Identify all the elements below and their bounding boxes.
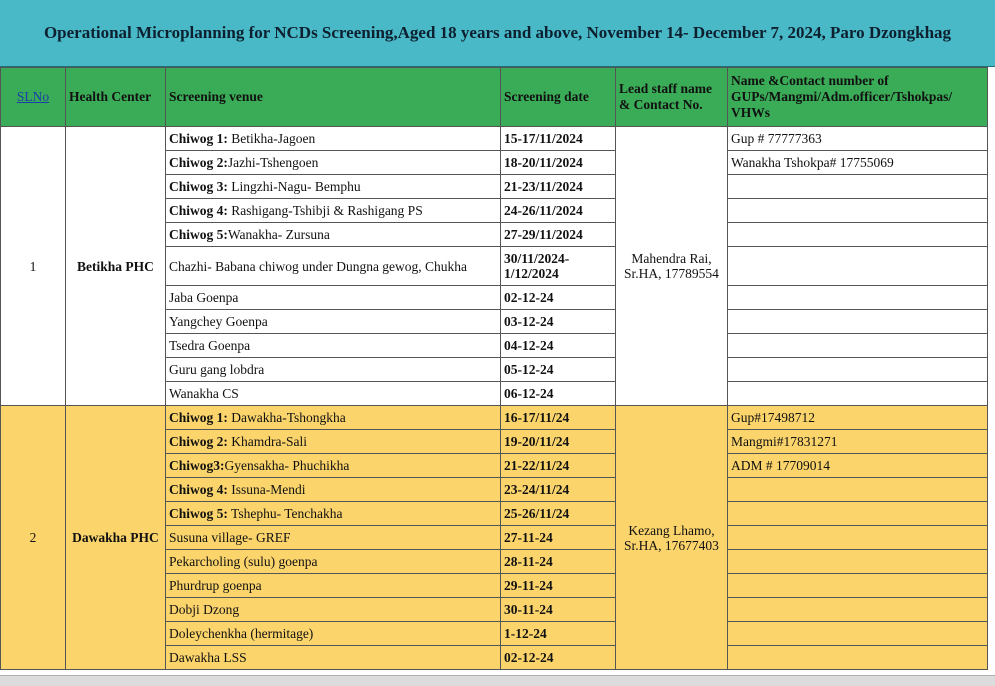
date-cell[interactable]: 21-22/11/24 <box>501 454 616 478</box>
venue-cell[interactable] <box>166 454 501 478</box>
horizontal-scrollbar[interactable] <box>0 675 995 686</box>
lead-staff-cell[interactable]: Kezang Lhamo, Sr.HA, 17677403 <box>616 406 728 670</box>
venue-cell[interactable] <box>166 127 501 151</box>
venue-cell[interactable] <box>166 598 501 622</box>
contact-cell[interactable] <box>728 574 988 598</box>
date-cell[interactable]: 1-12-24 <box>501 622 616 646</box>
date-cell[interactable]: 23-24/11/24 <box>501 478 616 502</box>
venue-text: Khamdra-Sali <box>227 434 307 449</box>
venue-text: Betikha-Jagoen <box>227 131 316 146</box>
contact-cell[interactable]: Wanakha Tshokpa# 17755069 <box>728 151 988 175</box>
date-cell[interactable]: 30/11/2024- 1/12/2024 <box>501 247 616 286</box>
contact-cell[interactable]: ADM # 17709014 <box>728 454 988 478</box>
contact-cell[interactable] <box>728 646 988 670</box>
chiwog-prefix: Chiwog 5: <box>169 506 228 521</box>
header-slno-cell[interactable] <box>1 68 66 127</box>
venue-text: Dawakha-Tshongkha <box>227 410 346 425</box>
venue-text: Lingzhi-Nagu- Bemphu <box>227 179 361 194</box>
date-cell[interactable]: 19-20/11/24 <box>501 430 616 454</box>
date-cell[interactable]: 27-11-24 <box>501 526 616 550</box>
sl-no-cell[interactable]: 1 <box>1 127 66 406</box>
venue-text: Rashigang-Tshibji & Rashigang PS <box>227 203 423 218</box>
venue-cell[interactable] <box>166 247 501 286</box>
date-cell[interactable]: 28-11-24 <box>501 550 616 574</box>
venue-text: Gyensakha- Phuchikha <box>224 458 350 473</box>
contact-cell[interactable] <box>728 286 988 310</box>
chiwog-prefix: Chiwog 2: <box>169 434 228 449</box>
date-cell[interactable]: 25-26/11/24 <box>501 502 616 526</box>
microplan-table <box>0 67 988 670</box>
date-cell[interactable]: 29-11-24 <box>501 574 616 598</box>
date-cell[interactable]: 27-29/11/2024 <box>501 223 616 247</box>
venue-cell[interactable] <box>166 151 501 175</box>
header-lead[interactable]: Lead staff name & Contact No. <box>616 68 728 127</box>
venue-text: Chazhi- Babana chiwog under Dungna gewog, Chukha <box>169 258 468 274</box>
venue-text: Guru gang lobdra <box>169 362 265 377</box>
header-venue[interactable]: Screening venue <box>166 68 501 127</box>
venue-cell[interactable] <box>166 286 501 310</box>
table-row <box>1 406 988 430</box>
venue-cell[interactable] <box>166 526 501 550</box>
venue-text: Doleychenkha (hermitage) <box>169 626 314 641</box>
date-cell[interactable]: 02-12-24 <box>501 286 616 310</box>
venue-cell[interactable] <box>166 334 501 358</box>
chiwog-prefix: Chiwog 3: <box>169 179 228 194</box>
date-cell[interactable]: 04-12-24 <box>501 334 616 358</box>
chiwog-prefix: Chiwog 1: <box>169 410 228 425</box>
venue-text: Wanakha CS <box>169 386 239 401</box>
contact-cell[interactable]: Mangmi#17831271 <box>728 430 988 454</box>
chiwog-prefix: Chiwog 5: <box>169 227 228 242</box>
venue-text: Yangchey Goenpa <box>169 314 268 329</box>
header-contact[interactable]: Name &Contact number of GUPs/Mangmi/Adm.officer/Tshokpas/ VHWs <box>728 68 988 127</box>
header-health-center[interactable]: Health Center <box>66 68 166 127</box>
contact-cell[interactable]: Gup # 77777363 <box>728 127 988 151</box>
venue-cell[interactable] <box>166 223 501 247</box>
chiwog-prefix: Chiwog 4: <box>169 203 228 218</box>
venue-text: Susuna village- GREF <box>169 530 291 545</box>
venue-text: Pekarcholing (sulu) goenpa <box>169 554 318 569</box>
date-cell[interactable]: 16-17/11/24 <box>501 406 616 430</box>
venue-cell[interactable] <box>166 430 501 454</box>
date-cell[interactable]: 02-12-24 <box>501 646 616 670</box>
venue-text: Jazhi-Tshengoen <box>227 155 319 170</box>
sheet-title: Operational Microplanning for NCDs Screening,Aged 18 years and above, November 14- December 7, 2024, Paro Dzongkhag <box>43 23 952 42</box>
venue-cell[interactable] <box>166 502 501 526</box>
contact-cell[interactable] <box>728 247 988 286</box>
contact-cell[interactable] <box>728 382 988 406</box>
venue-text: Tsedra Goenpa <box>169 338 251 353</box>
venue-cell[interactable] <box>166 478 501 502</box>
chiwog-prefix: Chiwog 1: <box>169 131 228 146</box>
contact-cell[interactable] <box>728 550 988 574</box>
chiwog-prefix: Chiwog 2: <box>169 155 228 170</box>
contact-cell[interactable] <box>728 310 988 334</box>
venue-cell[interactable] <box>166 550 501 574</box>
contact-cell[interactable] <box>728 526 988 550</box>
venue-cell[interactable] <box>166 646 501 670</box>
contact-cell[interactable]: Gup#17498712 <box>728 406 988 430</box>
contact-cell[interactable] <box>728 199 988 223</box>
health-center-cell[interactable]: Dawakha PHC <box>66 406 166 670</box>
lead-staff-cell[interactable]: Mahendra Rai, Sr.HA, 17789554 <box>616 127 728 406</box>
sheet-title-band <box>0 0 995 67</box>
contact-cell[interactable] <box>728 622 988 646</box>
header-slno[interactable]: SLNo <box>16 89 50 104</box>
venue-cell[interactable] <box>166 358 501 382</box>
header-date[interactable]: Screening date <box>501 68 616 127</box>
chiwog-prefix: Chiwog 4: <box>169 482 228 497</box>
venue-cell[interactable] <box>166 574 501 598</box>
contact-cell[interactable] <box>728 175 988 199</box>
date-cell[interactable]: 30-11-24 <box>501 598 616 622</box>
venue-text: Issuna-Mendi <box>227 482 306 497</box>
date-cell[interactable]: 24-26/11/2024 <box>501 199 616 223</box>
chiwog-prefix: Chiwog3: <box>169 458 225 473</box>
venue-cell[interactable] <box>166 175 501 199</box>
contact-cell[interactable] <box>728 358 988 382</box>
date-cell[interactable]: 21-23/11/2024 <box>501 175 616 199</box>
venue-cell[interactable] <box>166 382 501 406</box>
date-cell[interactable]: 06-12-24 <box>501 382 616 406</box>
date-cell[interactable]: 15-17/11/2024 <box>501 127 616 151</box>
venue-cell[interactable] <box>166 310 501 334</box>
venue-cell[interactable] <box>166 199 501 223</box>
date-cell[interactable]: 18-20/11/2024 <box>501 151 616 175</box>
venue-text: Phurdrup goenpa <box>169 578 262 593</box>
contact-cell[interactable] <box>728 334 988 358</box>
venue-text: Dawakha LSS <box>169 650 247 665</box>
date-cell[interactable]: 03-12-24 <box>501 310 616 334</box>
contact-cell[interactable] <box>728 223 988 247</box>
table-row <box>1 127 988 151</box>
venue-text: Wanakha- Zursuna <box>227 227 330 242</box>
contact-cell[interactable] <box>728 598 988 622</box>
venue-text: Dobji Dzong <box>169 602 240 617</box>
date-cell[interactable]: 05-12-24 <box>501 358 616 382</box>
header-row <box>1 68 988 127</box>
contact-cell[interactable] <box>728 502 988 526</box>
venue-text: Tshephu- Tenchakha <box>227 506 343 521</box>
sl-no-cell[interactable]: 2 <box>1 406 66 670</box>
health-center-cell[interactable]: Betikha PHC <box>66 127 166 406</box>
venue-cell[interactable] <box>166 622 501 646</box>
venue-cell[interactable] <box>166 406 501 430</box>
contact-cell[interactable] <box>728 478 988 502</box>
venue-text: Jaba Goenpa <box>169 290 239 305</box>
